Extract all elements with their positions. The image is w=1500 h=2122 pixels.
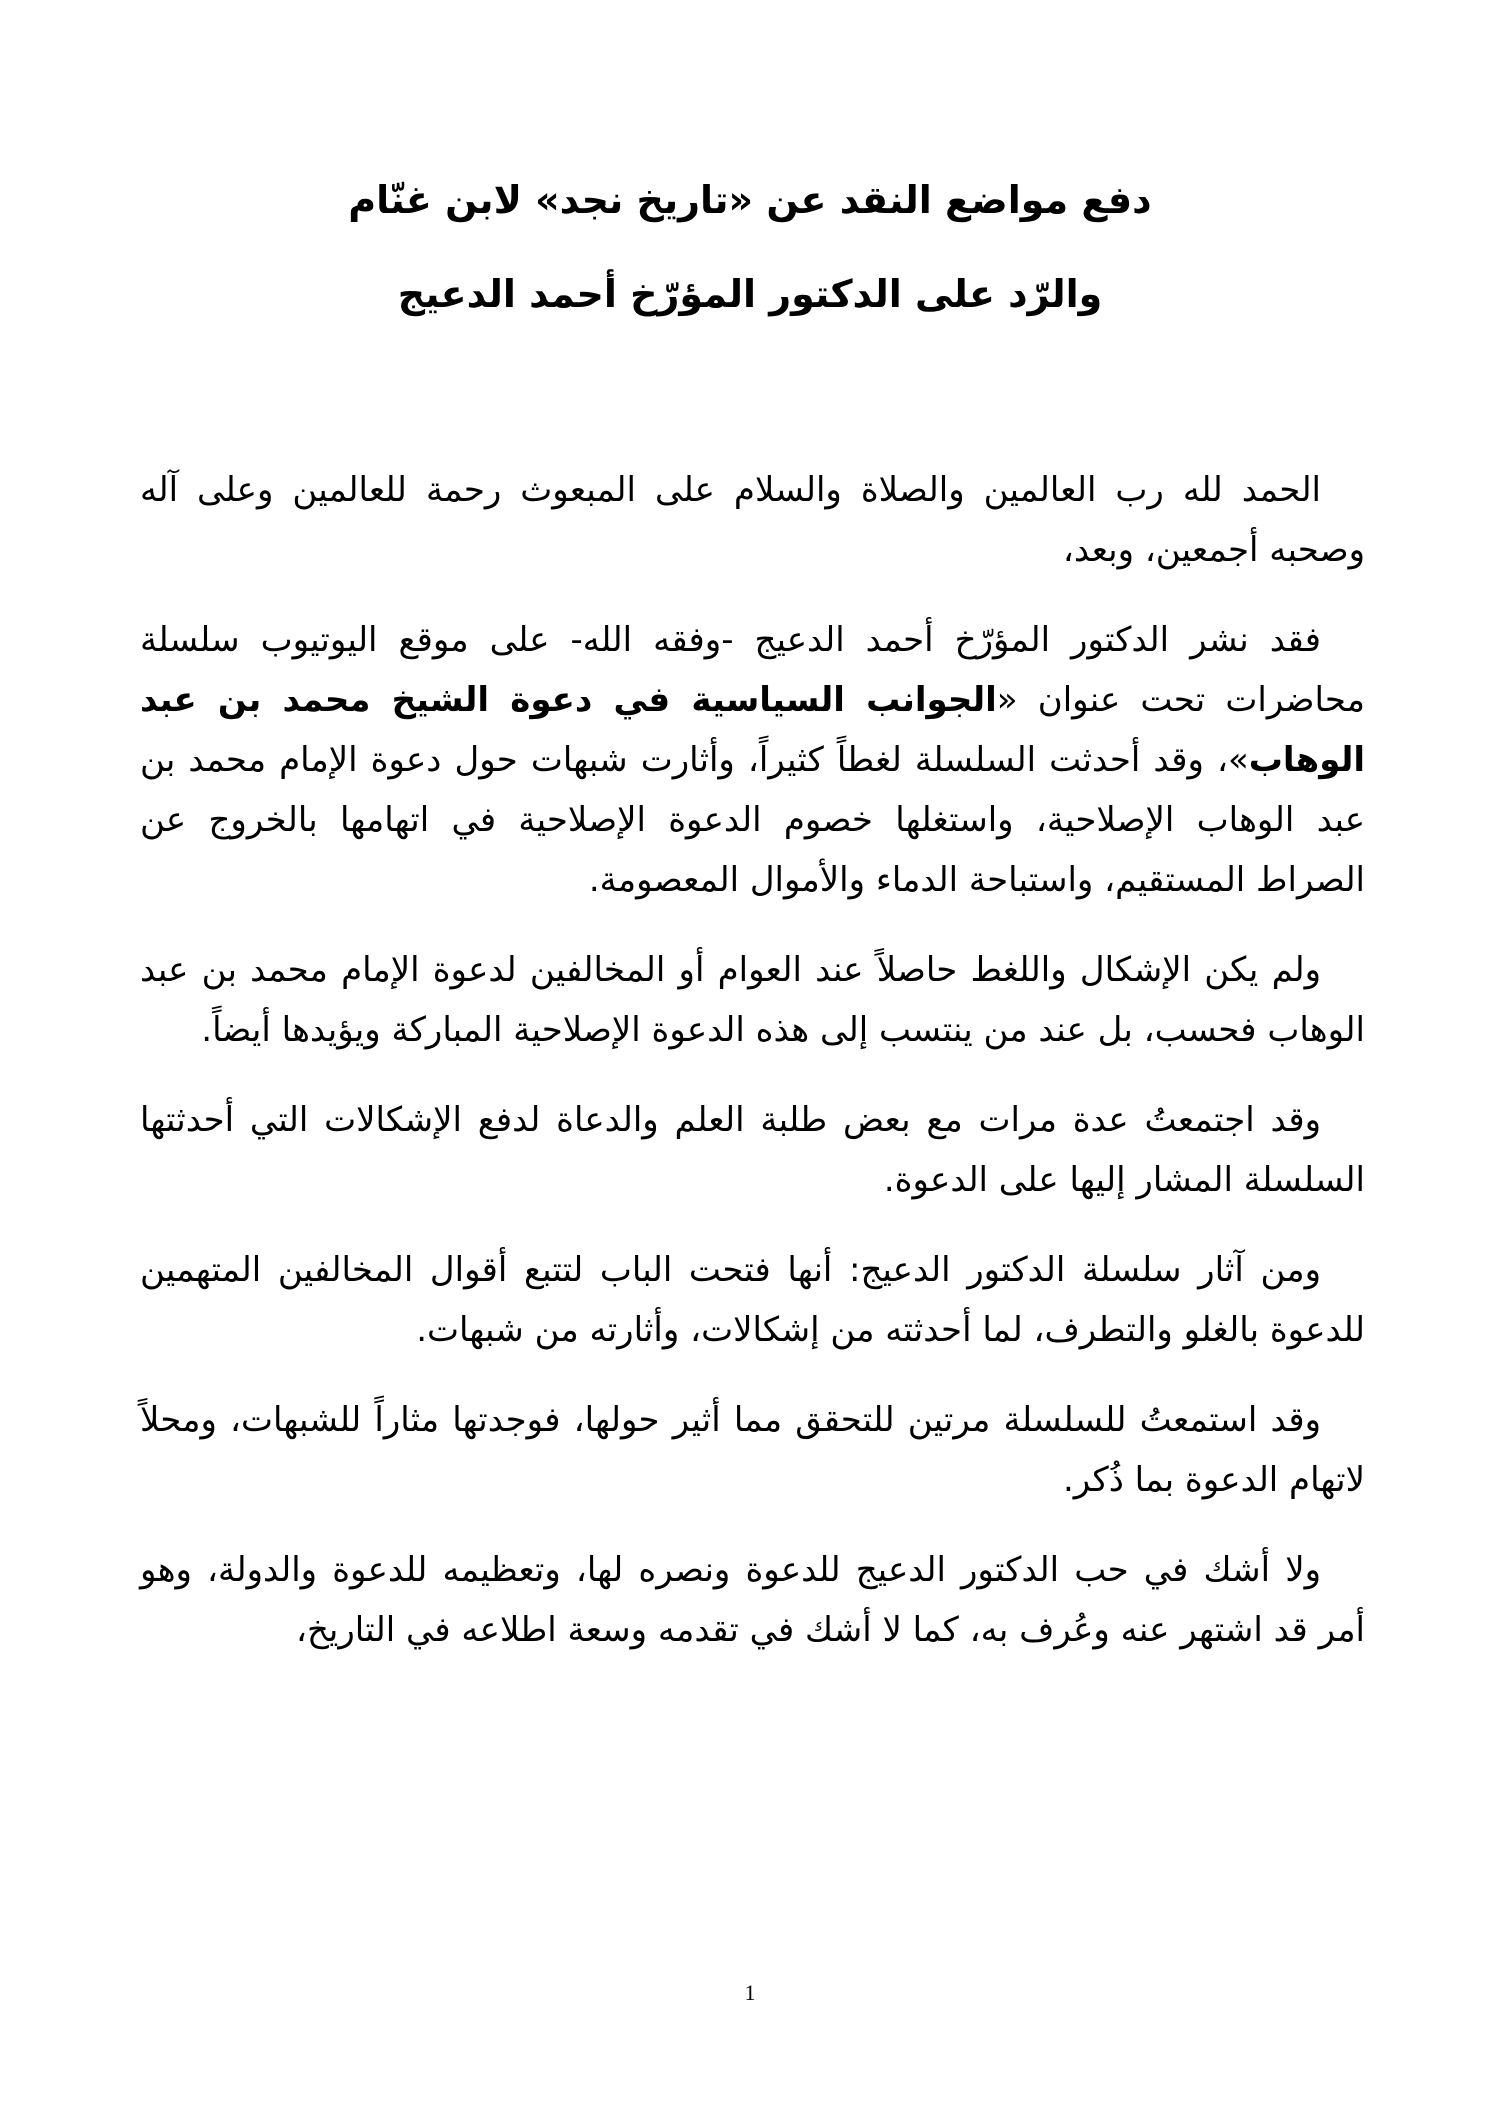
paragraph-confusion: ولم يكن الإشكال واللغط حاصلاً عند العوام أو المخالفين لدعوة الإمام محمد بن عبد الوهاب فحسب، بل عند من ينتسب إلى هذه الدعوة الإصلاحية المباركة ويؤيدها أيضاً. bbox=[140, 950, 1365, 1050]
title-line-2: والرّد على الدكتور المؤرّخ أحمد الدعيج bbox=[397, 271, 1103, 316]
paragraph-meetings: وقد اجتمعتُ عدة مرات مع بعض طلبة العلم والدعاة لدفع الإشكالات التي أحدثتها السلسلة المشار إليها على الدعوة. bbox=[140, 1100, 1365, 1200]
paragraph-series-intro bbox=[140, 610, 1365, 910]
document-body bbox=[140, 460, 1365, 1690]
title-line-1: دفع مواضع النقد عن «تاريخ نجد» لابن غنّام bbox=[348, 178, 1152, 222]
paragraph-listened: وقد استمعتُ للسلسلة مرتين للتحقق مما أثير حولها، فوجدتها مثاراً للشبهات، ومحلاً لاتهام الدعوة بما ذُكر. bbox=[140, 1400, 1365, 1500]
series-title-bold: الجوانب السياسية في دعوة الشيخ محمد بن عبد الوهاب bbox=[140, 680, 1365, 780]
paragraph-series-intro-end: »، وقد أحدثت السلسلة لغطاً كثيراً، وأثارت شبهات حول دعوة الإمام محمد بن عبد الوهاب الإصلاحية، واستغلها خصوم الدعوة الإصلاحية في اتهامها بالخروج عن الصراط المستقيم، واستباحة الدماء والأموال المعصومة. bbox=[140, 740, 1365, 900]
page-number: 1 bbox=[744, 1980, 756, 2005]
paragraph-no-doubt: ولا أشك في حب الدكتور الدعيج للدعوة ونصره لها، وتعظيمه للدعوة والدولة، وهو أمر قد اشتهر عنه وعُرف به، كما لا أشك في تقدمه وسعة اطلاعه في التاريخ، bbox=[140, 1550, 1365, 1650]
paragraph-series-intro-start: فقد نشر الدكتور المؤرّخ أحمد الدعيج -وفقه الله- على موقع اليوتيوب سلسلة محاضرات تحت عنوان « bbox=[140, 620, 1365, 720]
paragraph-effects: ومن آثار سلسلة الدكتور الدعيج: أنها فتحت الباب لتتبع أقوال المخالفين المتهمين للدعوة بالغلو والتطرف، لما أحدثته من إشكالات، وأثارته من شبهات. bbox=[140, 1250, 1365, 1350]
paragraph-opening: الحمد لله رب العالمين والصلاة والسلام على المبعوث رحمة للعالمين وعلى آله وصحبه أجمعين، وبعد، bbox=[140, 470, 1365, 570]
document-title bbox=[0, 178, 1500, 317]
